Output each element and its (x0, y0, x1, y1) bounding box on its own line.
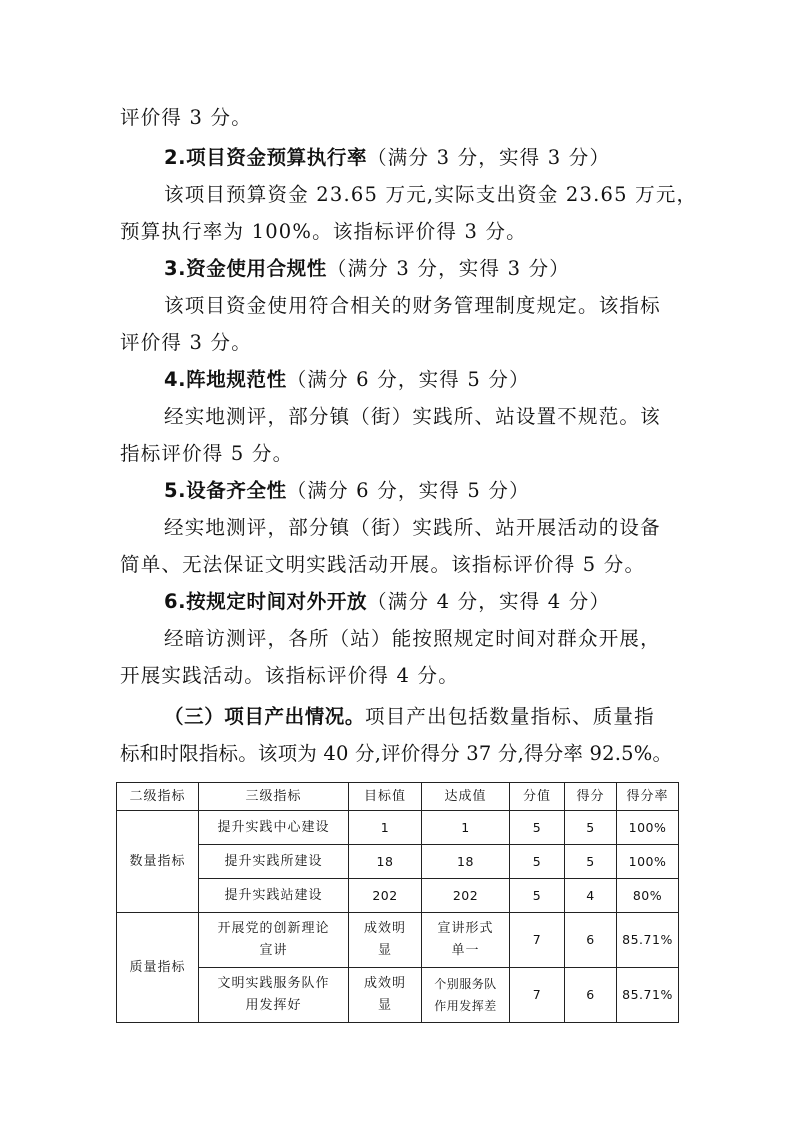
header-cell: 二级指标 (117, 783, 199, 811)
header-cell: 得分 (565, 783, 617, 811)
achieved-cell: 1 (422, 811, 510, 845)
paragraph-line: 该项目预算资金 23.65 万元,实际支出资金 23.65 万元， (164, 183, 698, 206)
cell-line: 显 (377, 943, 392, 958)
indicator-cell (199, 913, 349, 968)
cell-line: 成效明 (363, 921, 406, 936)
got-cell: 5 (565, 811, 617, 845)
heading-score: （满分 6 分，实得 5 分） (286, 368, 530, 391)
got-cell: 4 (565, 879, 617, 913)
paragraph-line: 开展实践活动。该指标评价得 4 分。 (120, 664, 459, 687)
header-cell: 达成值 (422, 783, 510, 811)
heading-title: 6.按规定时间对外开放 (164, 590, 368, 613)
cell-line: 开展党的创新理论 (217, 921, 330, 936)
indicator-cell: 提升实践所建设 (199, 845, 349, 879)
target-cell: 202 (349, 879, 422, 913)
paragraph-line: 该项目资金使用符合相关的财务管理制度规定。该指标 (164, 294, 661, 317)
section-title: （三）项目产出情况。 (164, 705, 366, 728)
indicator-cell (199, 968, 349, 1023)
paragraph-line: 简单、无法保证文明实践活动开展。该指标评价得 5 分。 (120, 553, 646, 576)
heading-opening-hours (164, 589, 610, 615)
score-cell: 5 (510, 845, 565, 879)
paragraph-line: 经暗访测评，各所（站）能按照规定时间对群众开展， (164, 627, 661, 650)
rate-cell: 100% (617, 845, 679, 879)
paragraph-line: 指标评价得 5 分。 (120, 442, 294, 465)
target-cell: 1 (349, 811, 422, 845)
indicator-cell: 提升实践站建设 (199, 879, 349, 913)
score-cell: 7 (510, 913, 565, 968)
paragraph-line: 预算执行率为 100%。该指标评价得 3 分。 (120, 220, 527, 243)
target-cell: 18 (349, 845, 422, 879)
header-cell: 得分率 (617, 783, 679, 811)
heading-fund-compliance (164, 256, 570, 282)
section-text: 项目产出包括数量指标、质量指 (365, 705, 655, 728)
heading-score: （满分 3 分，实得 3 分） (367, 146, 611, 169)
achieved-cell: 202 (422, 879, 510, 913)
heading-title: 4.阵地规范性 (164, 368, 287, 391)
cell-line: 个别服务队 (434, 977, 497, 991)
heading-title: 5.设备齐全性 (164, 479, 287, 502)
rate-cell: 100% (617, 811, 679, 845)
category-cell: 质量指标 (117, 913, 199, 1023)
heading-score: （满分 3 分，实得 3 分） (326, 257, 570, 280)
heading-site-standard (164, 367, 530, 393)
score-cell: 7 (510, 968, 565, 1023)
cell-line: 宣讲形式 (437, 921, 494, 936)
heading-score: （满分 4 分，实得 4 分） (367, 590, 611, 613)
cell-line: 显 (377, 998, 392, 1013)
header-cell: 三级指标 (199, 783, 349, 811)
cell-line: 宣讲 (259, 943, 288, 958)
score-cell: 5 (510, 879, 565, 913)
section-output-heading (164, 704, 655, 730)
heading-budget-execution (164, 145, 610, 171)
cell-line: 成效明 (363, 976, 406, 991)
paragraph-line: 经实地测评，部分镇（街）实践所、站开展活动的设备 (164, 516, 661, 539)
target-cell (349, 913, 422, 968)
score-cell: 5 (510, 811, 565, 845)
got-cell: 6 (565, 913, 617, 968)
table-row (117, 845, 679, 879)
category-cell: 数量指标 (117, 811, 199, 913)
header-cell: 目标值 (349, 783, 422, 811)
heading-score: （满分 6 分，实得 5 分） (286, 479, 530, 502)
heading-title: 3.资金使用合规性 (164, 257, 327, 280)
cell-line: 单一 (451, 943, 480, 958)
target-cell (349, 968, 422, 1023)
paragraph-line: 经实地测评，部分镇（街）实践所、站设置不规范。该 (164, 405, 661, 428)
table-row (117, 811, 679, 845)
got-cell: 6 (565, 968, 617, 1023)
cell-line: 文明实践服务队作 (217, 976, 330, 991)
rate-cell: 80% (617, 879, 679, 913)
paragraph-line: 标和时限指标。该项为 40 分,评价得分 37 分,得分率 92.5%。 (120, 742, 673, 765)
header-cell: 分值 (510, 783, 565, 811)
cell-line: 用发挥好 (245, 998, 302, 1013)
rate-cell: 85.71% (617, 968, 679, 1023)
cell-line: 作用发挥差 (434, 999, 497, 1013)
table-row (117, 913, 679, 968)
achieved-cell: 18 (422, 845, 510, 879)
heading-equipment (164, 478, 530, 504)
achieved-cell (422, 968, 510, 1023)
indicator-cell: 提升实践中心建设 (199, 811, 349, 845)
table-row (117, 879, 679, 913)
table-row (117, 968, 679, 1023)
heading-title: 2.项目资金预算执行率 (164, 146, 368, 169)
rate-cell: 85.71% (617, 913, 679, 968)
got-cell: 5 (565, 845, 617, 879)
table-header-row (117, 783, 679, 811)
paragraph-line: 评价得 3 分。 (120, 331, 252, 354)
evaluation-table (116, 782, 679, 1023)
paragraph-line: 评价得 3 分。 (120, 106, 252, 129)
achieved-cell (422, 913, 510, 968)
